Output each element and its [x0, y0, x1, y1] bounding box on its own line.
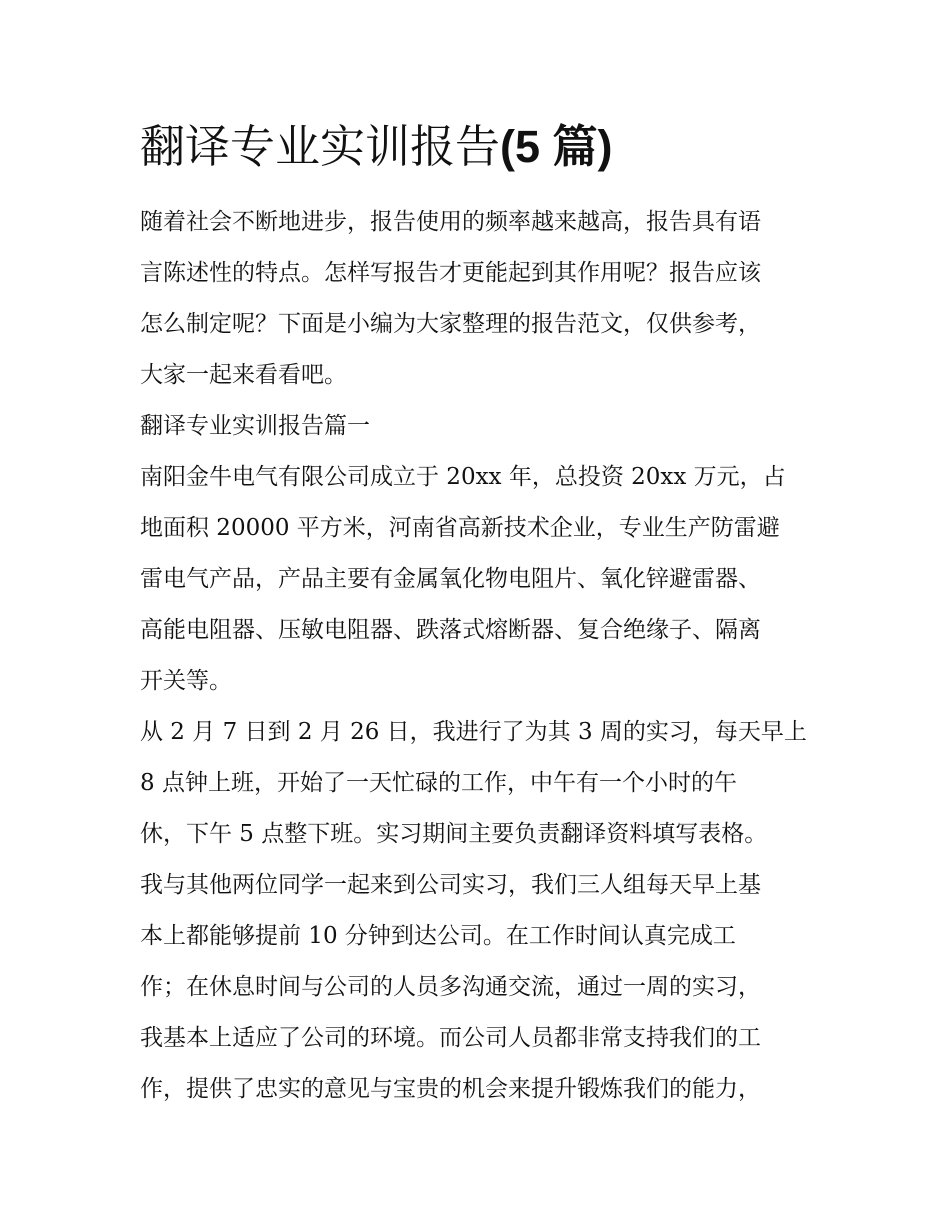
paragraph-line: 休，下午 5 点整下班。实习期间主要负责翻译资料填写表格。: [140, 821, 768, 847]
paragraph-line: 开关等。: [140, 668, 232, 694]
title-text: 翻译专业实训报告: [140, 120, 501, 173]
paragraph-line: 我基本上适应了公司的环境。而公司人员都非常支持我们的工: [140, 1025, 761, 1051]
paragraph-line: 怎么制定呢？下面是小编为大家整理的报告范文，仅供参考，: [140, 311, 761, 337]
paragraph-line: 我与其他两位同学一起来到公司实习，我们三人组每天早上基: [140, 872, 761, 898]
paragraph-line: 南阳金牛电气有限公司成立于 20xx 年，总投资 20xx 万元，占: [140, 464, 786, 490]
paragraph-line: 随着社会不断地进步，报告使用的频率越来越高，报告具有语: [140, 209, 761, 235]
paragraph-line: 地面积 20000 平方米，河南省高新技术企业，专业生产防雷避: [140, 515, 780, 541]
section-heading: 翻译专业实训报告篇一: [140, 413, 370, 439]
paragraph-line: 作；在休息时间与公司的人员多沟通交流，通过一周的实习，: [140, 974, 761, 1000]
paragraph-line: 从 2 月 7 日到 2 月 26 日，我进行了为其 3 周的实习，每天早上: [140, 719, 807, 745]
paragraph-line: 大家一起来看看吧。: [140, 362, 347, 388]
paragraph-line: 8 点钟上班，开始了一天忙碌的工作，中午有一个小时的午: [140, 770, 737, 796]
document-title: [140, 116, 820, 178]
paragraph-line: 雷电气产品，产品主要有金属氧化物电阻片、氧化锌避雷器、: [140, 566, 761, 592]
title-count: (5 篇): [500, 121, 613, 172]
paragraph-line: 本上都能够提前 10 分钟到达公司。在工作时间认真完成工: [140, 923, 736, 949]
paragraph-line: 作，提供了忠实的意见与宝贵的机会来提升锻炼我们的能力，: [140, 1076, 761, 1102]
paragraph-line: 言陈述性的特点。怎样写报告才更能起到其作用呢？报告应该: [140, 260, 761, 286]
paragraph-line: 高能电阻器、压敏电阻器、跌落式熔断器、复合绝缘子、隔离: [140, 617, 761, 643]
